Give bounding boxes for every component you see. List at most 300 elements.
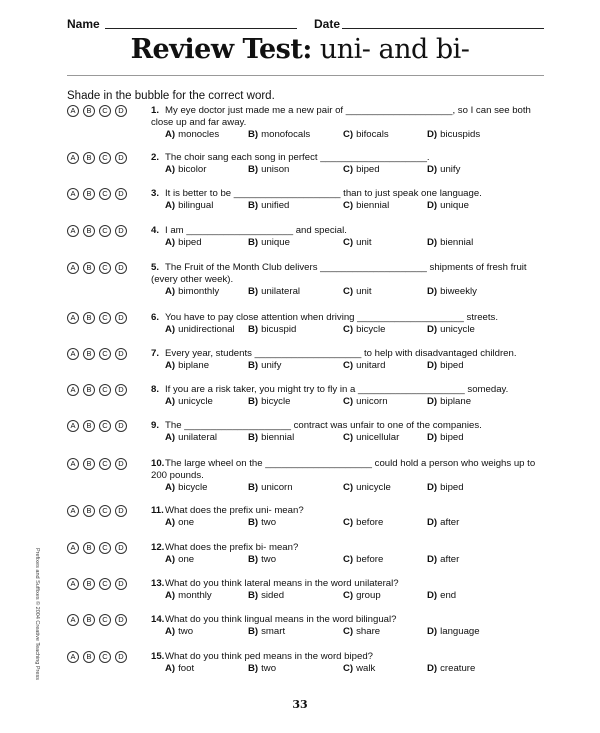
option-text: unicycle (178, 396, 213, 407)
bubble-a[interactable]: A (67, 505, 79, 517)
option-c (343, 360, 385, 372)
option-c (343, 554, 383, 566)
bubble-b[interactable]: B (83, 420, 95, 432)
option-letter: D) (427, 432, 438, 443)
option-letter: D) (427, 554, 438, 565)
option-b (248, 482, 293, 494)
question-9 (67, 420, 557, 454)
answer-bubbles (67, 384, 147, 396)
answer-bubbles (67, 188, 147, 200)
option-letter: B) (248, 482, 259, 493)
bubble-c[interactable]: C (99, 420, 111, 432)
bubble-b[interactable]: B (83, 578, 95, 590)
option-text: two (261, 554, 277, 565)
bubble-b[interactable]: B (83, 651, 95, 663)
option-text: bicolor (178, 164, 207, 175)
option-letter: D) (427, 590, 438, 601)
answer-bubbles (67, 651, 147, 663)
option-letter: B) (248, 396, 259, 407)
question-text (151, 384, 551, 396)
option-text: unilateral (261, 286, 301, 297)
answer-bubbles (67, 152, 147, 164)
option-a (165, 324, 235, 336)
question-text (151, 105, 551, 129)
question-text (151, 262, 551, 286)
option-letter: C) (343, 360, 354, 371)
question-prompt: You have to pay close attention when driving ____________________ streets. (165, 312, 499, 323)
option-text: two (261, 663, 277, 674)
question-number: 5. (151, 262, 160, 273)
option-letter: A) (165, 360, 176, 371)
option-letter: B) (248, 200, 259, 211)
option-text: bicuspids (440, 129, 481, 140)
question-prompt: What do you think lateral means in the word unilateral? (165, 578, 399, 589)
bubble-d[interactable]: D (115, 420, 127, 432)
bubble-d[interactable]: D (115, 578, 127, 590)
option-c (343, 237, 372, 249)
bubble-a[interactable]: A (67, 105, 79, 117)
option-b (248, 626, 285, 638)
option-d (427, 663, 475, 675)
question-14 (67, 614, 557, 648)
answer-bubbles (67, 505, 147, 517)
option-d (427, 396, 471, 408)
answer-bubbles (67, 542, 147, 554)
option-c (343, 286, 372, 298)
option-d (427, 432, 464, 444)
option-text: unify (440, 164, 461, 175)
option-letter: C) (343, 237, 354, 248)
option-text: unilateral (178, 432, 218, 443)
option-text: biped (178, 237, 202, 248)
option-a (165, 360, 209, 372)
option-letter: C) (343, 663, 354, 674)
date-line[interactable] (342, 28, 544, 29)
option-d (427, 517, 459, 529)
option-text: monofocals (261, 129, 311, 140)
question-text (151, 348, 551, 360)
option-letter: B) (248, 517, 259, 528)
option-letter: D) (427, 663, 438, 674)
question-prompt: My eye doctor just made me a new pair of ____________________, so I can see both close up and far away. (151, 105, 531, 128)
option-letter: B) (248, 360, 259, 371)
option-a (165, 164, 206, 176)
option-letter: B) (248, 554, 259, 565)
option-letter: C) (343, 517, 354, 528)
option-letter: D) (427, 324, 438, 335)
question-5 (67, 262, 557, 296)
option-b (248, 129, 310, 141)
option-letter: D) (427, 200, 438, 211)
bubble-b[interactable]: B (83, 348, 95, 360)
option-text: unicycle (356, 482, 391, 493)
bubble-c[interactable]: C (99, 105, 111, 117)
option-text: bifocals (356, 129, 389, 140)
option-text: unicorn (261, 482, 293, 493)
option-letter: C) (343, 286, 354, 297)
option-text: biweekly (440, 286, 477, 297)
question-10 (67, 458, 557, 492)
option-a (165, 432, 217, 444)
option-text: unidirectional (178, 324, 235, 335)
option-letter: B) (248, 590, 259, 601)
bubble-c[interactable]: C (99, 152, 111, 164)
option-text: smart (261, 626, 286, 637)
option-c (343, 432, 399, 444)
question-text (151, 458, 551, 482)
bubble-d[interactable]: D (115, 651, 127, 663)
option-text: bicycle (356, 324, 386, 335)
bubble-c[interactable]: C (99, 505, 111, 517)
question-11 (67, 505, 557, 539)
bubble-d[interactable]: D (115, 188, 127, 200)
option-a (165, 482, 207, 494)
question-4 (67, 225, 557, 259)
option-letter: C) (343, 626, 354, 637)
question-text (151, 578, 551, 590)
option-letter: A) (165, 324, 176, 335)
option-text: walk (356, 663, 376, 674)
option-b (248, 432, 294, 444)
option-letter: D) (427, 396, 438, 407)
question-15 (67, 651, 557, 685)
option-d (427, 590, 456, 602)
option-letter: C) (343, 590, 354, 601)
option-text: biped (356, 164, 380, 175)
question-number: 11. (151, 505, 164, 516)
bubble-b[interactable]: B (83, 152, 95, 164)
bubble-c[interactable]: C (99, 651, 111, 663)
title-bold: Review Test: (130, 34, 312, 65)
question-6 (67, 312, 557, 346)
option-b (248, 324, 296, 336)
option-letter: C) (343, 554, 354, 565)
option-text: after (440, 517, 460, 528)
option-b (248, 396, 290, 408)
bubble-a[interactable]: A (67, 348, 79, 360)
name-label: Name (67, 17, 100, 31)
option-d (427, 360, 464, 372)
question-number: 9. (151, 420, 160, 431)
option-letter: C) (343, 396, 354, 407)
question-number: 15. (151, 651, 165, 662)
option-b (248, 663, 276, 675)
option-letter: A) (165, 164, 176, 175)
bubble-c[interactable]: C (99, 188, 111, 200)
option-text: unify (261, 360, 282, 371)
option-d (427, 554, 459, 566)
option-letter: B) (248, 237, 259, 248)
bubble-c[interactable]: C (99, 614, 111, 626)
option-text: biplane (178, 360, 210, 371)
question-prompt: Every year, students ____________________ to help with disadvantaged children. (165, 348, 517, 359)
option-text: one (178, 517, 195, 528)
option-letter: B) (248, 432, 259, 443)
page-title (0, 34, 600, 65)
answer-bubbles (67, 105, 147, 117)
option-letter: D) (427, 482, 438, 493)
option-a (165, 286, 219, 298)
page-number: 33 (292, 698, 308, 711)
instructions: Shade in the bubble for the correct word. (67, 90, 275, 102)
option-text: foot (178, 663, 195, 674)
option-a (165, 200, 213, 212)
option-text: sided (261, 590, 285, 601)
bubble-d[interactable]: D (115, 614, 127, 626)
option-text: two (178, 626, 194, 637)
option-letter: C) (343, 324, 354, 335)
option-text: biped (440, 482, 464, 493)
option-text: after (440, 554, 460, 565)
option-text: unicellular (356, 432, 400, 443)
question-text (151, 225, 551, 237)
question-text (151, 614, 551, 626)
option-c (343, 590, 381, 602)
answer-bubbles (67, 420, 147, 432)
bubble-b[interactable]: B (83, 188, 95, 200)
question-number: 12. (151, 542, 165, 553)
option-d (427, 626, 480, 638)
answer-bubbles (67, 312, 147, 324)
bubble-d[interactable]: D (115, 105, 127, 117)
answer-bubbles (67, 578, 147, 590)
bubble-a[interactable]: A (67, 614, 79, 626)
option-letter: D) (427, 129, 438, 140)
question-number: 2. (151, 152, 160, 163)
question-13 (67, 578, 557, 612)
question-prompt: What do you think lingual means in the word bilingual? (165, 614, 397, 625)
bubble-b[interactable]: B (83, 505, 95, 517)
bubble-a[interactable]: A (67, 312, 79, 324)
option-d (427, 324, 475, 336)
bubble-d[interactable]: D (115, 262, 127, 274)
option-text: before (356, 554, 384, 565)
option-a (165, 626, 193, 638)
option-text: biennial (356, 200, 390, 211)
bubble-c[interactable]: C (99, 225, 111, 237)
option-letter: A) (165, 626, 176, 637)
option-letter: A) (165, 554, 176, 565)
question-text (151, 152, 551, 164)
option-d (427, 164, 460, 176)
bubble-a[interactable]: A (67, 458, 79, 470)
option-d (427, 129, 480, 141)
option-a (165, 590, 212, 602)
bubble-a[interactable]: A (67, 152, 79, 164)
bubble-a[interactable]: A (67, 420, 79, 432)
bubble-d[interactable]: D (115, 348, 127, 360)
option-b (248, 237, 290, 249)
question-number: 1. (151, 105, 160, 116)
option-letter: D) (427, 360, 438, 371)
question-12 (67, 542, 557, 576)
option-letter: B) (248, 286, 259, 297)
option-letter: B) (248, 129, 259, 140)
option-letter: A) (165, 396, 176, 407)
question-prompt: The ____________________ contract was unfair to one of the companies. (165, 420, 482, 431)
option-letter: A) (165, 129, 176, 140)
option-b (248, 360, 281, 372)
option-c (343, 324, 385, 336)
option-letter: C) (343, 432, 354, 443)
option-letter: C) (343, 482, 354, 493)
option-text: unit (356, 237, 372, 248)
bubble-a[interactable]: A (67, 651, 79, 663)
option-d (427, 200, 469, 212)
option-text: bimonthly (178, 286, 220, 297)
question-prompt: The choir sang each song in perfect ____________________. (165, 152, 430, 163)
bubble-b[interactable]: B (83, 542, 95, 554)
bubble-b[interactable]: B (83, 262, 95, 274)
answer-bubbles (67, 262, 147, 274)
bubble-c[interactable]: C (99, 384, 111, 396)
bubble-b[interactable]: B (83, 384, 95, 396)
option-letter: D) (427, 237, 438, 248)
question-1 (67, 105, 557, 139)
bubble-b[interactable]: B (83, 225, 95, 237)
question-number: 10. (151, 458, 165, 469)
option-text: two (261, 517, 277, 528)
option-a (165, 396, 213, 408)
option-a (165, 517, 194, 529)
bubble-a[interactable]: A (67, 384, 79, 396)
bubble-a[interactable]: A (67, 188, 79, 200)
bubble-c[interactable]: C (99, 262, 111, 274)
question-7 (67, 348, 557, 382)
option-text: monthly (178, 590, 212, 601)
question-prompt: What do you think ped means in the word biped? (165, 651, 373, 662)
question-text (151, 188, 551, 200)
bubble-b[interactable]: B (83, 105, 95, 117)
option-letter: A) (165, 663, 176, 674)
bubble-a[interactable]: A (67, 542, 79, 554)
option-text: one (178, 554, 195, 565)
bubble-c[interactable]: C (99, 458, 111, 470)
bubble-d[interactable]: D (115, 312, 127, 324)
option-text: biennial (440, 237, 474, 248)
option-letter: B) (248, 663, 259, 674)
option-text: biped (440, 360, 464, 371)
question-prompt: What does the prefix uni- mean? (165, 505, 304, 516)
option-text: bicuspid (261, 324, 297, 335)
option-text: group (356, 590, 381, 601)
question-prompt: The Fruit of the Month Club delivers ____________________ shipments of fresh fruit (every other week). (151, 262, 527, 285)
question-3 (67, 188, 557, 222)
question-number: 14. (151, 614, 165, 625)
option-text: unique (440, 200, 469, 211)
option-b (248, 517, 276, 529)
option-d (427, 482, 464, 494)
bubble-c[interactable]: C (99, 578, 111, 590)
option-c (343, 164, 380, 176)
question-number: 4. (151, 225, 160, 236)
option-letter: B) (248, 626, 259, 637)
option-text: monocles (178, 129, 220, 140)
option-c (343, 129, 389, 141)
question-number: 6. (151, 312, 160, 323)
question-number: 13. (151, 578, 165, 589)
bubble-b[interactable]: B (83, 614, 95, 626)
option-a (165, 663, 194, 675)
option-d (427, 286, 477, 298)
option-letter: A) (165, 286, 176, 297)
option-c (343, 663, 375, 675)
option-c (343, 200, 389, 212)
option-text: unified (261, 200, 290, 211)
question-number: 7. (151, 348, 160, 359)
option-a (165, 129, 219, 141)
option-letter: B) (248, 324, 259, 335)
option-text: biped (440, 432, 464, 443)
option-b (248, 590, 284, 602)
option-letter: A) (165, 200, 176, 211)
question-text (151, 312, 551, 324)
name-line[interactable] (105, 28, 297, 29)
bubble-c[interactable]: C (99, 312, 111, 324)
option-text: unit (356, 286, 372, 297)
bubble-d[interactable]: D (115, 152, 127, 164)
question-prompt: It is better to be ____________________ than to just speak one language. (165, 188, 482, 199)
answer-bubbles (67, 225, 147, 237)
option-text: biennial (261, 432, 295, 443)
bubble-d[interactable]: D (115, 505, 127, 517)
bubble-c[interactable]: C (99, 542, 111, 554)
option-text: creature (440, 663, 476, 674)
option-a (165, 554, 194, 566)
option-letter: A) (165, 482, 176, 493)
title-rest: uni- and bi- (311, 34, 470, 65)
option-text: bicycle (178, 482, 208, 493)
option-text: language (440, 626, 480, 637)
option-letter: D) (427, 286, 438, 297)
answer-bubbles (67, 614, 147, 626)
bubble-b[interactable]: B (83, 312, 95, 324)
option-letter: C) (343, 164, 354, 175)
bubble-a[interactable]: A (67, 225, 79, 237)
option-text: end (440, 590, 457, 601)
question-2 (67, 152, 557, 186)
bubble-b[interactable]: B (83, 458, 95, 470)
question-text (151, 651, 551, 663)
option-letter: A) (165, 590, 176, 601)
option-c (343, 517, 383, 529)
bubble-d[interactable]: D (115, 458, 127, 470)
option-b (248, 164, 289, 176)
option-text: bicycle (261, 396, 291, 407)
option-b (248, 286, 300, 298)
option-a (165, 237, 202, 249)
bubble-c[interactable]: C (99, 348, 111, 360)
bubble-d[interactable]: D (115, 542, 127, 554)
bubble-d[interactable]: D (115, 225, 127, 237)
option-letter: A) (165, 237, 176, 248)
option-text: unicycle (440, 324, 475, 335)
question-text (151, 420, 551, 432)
bubble-a[interactable]: A (67, 578, 79, 590)
bubble-d[interactable]: D (115, 384, 127, 396)
option-text: share (356, 626, 381, 637)
side-credit: Prefixes and Suffixes © 2004 Creative Teaching Press (34, 548, 40, 680)
bubble-a[interactable]: A (67, 262, 79, 274)
option-c (343, 396, 388, 408)
option-letter: D) (427, 164, 438, 175)
answer-bubbles (67, 348, 147, 360)
answer-bubbles (67, 458, 147, 470)
question-text (151, 542, 551, 554)
option-text: unison (261, 164, 290, 175)
question-prompt: I am ____________________ and special. (165, 225, 347, 236)
option-text: biplane (440, 396, 472, 407)
